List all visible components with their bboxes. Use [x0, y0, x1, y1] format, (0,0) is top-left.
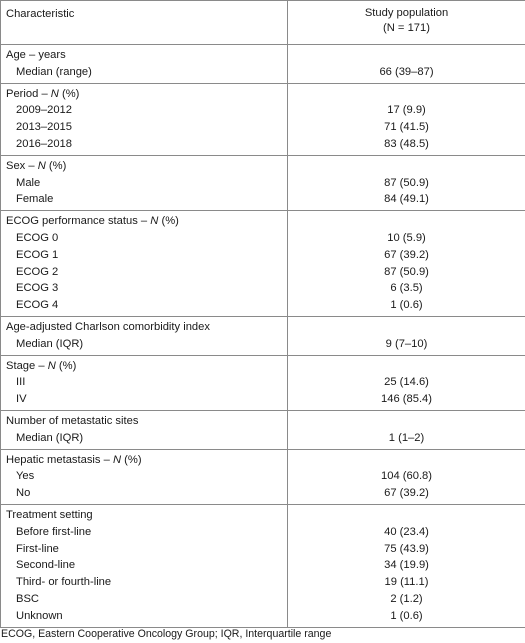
group-title-text: Age – years [6, 49, 66, 61]
group-header-row [1, 211, 525, 230]
row-value: 1 (0.6) [288, 297, 525, 316]
row-label: III [1, 374, 288, 391]
table-row [1, 64, 525, 83]
table-row [1, 391, 525, 410]
group-title-text: Age-adjusted Charlson comorbidity index [6, 320, 210, 333]
row-value: 17 (9.9) [288, 102, 525, 119]
row-label: 2013–2015 [1, 119, 288, 136]
row-label: ECOG 4 [1, 297, 288, 316]
table-body [1, 45, 525, 628]
group-title-suffix: (%) [55, 359, 77, 372]
table-row [1, 280, 525, 297]
group-value-empty [288, 355, 525, 374]
row-label: Male [1, 175, 288, 192]
row-value: 75 (43.9) [288, 541, 525, 558]
table-row [1, 608, 525, 627]
table-row [1, 119, 525, 136]
group-title-italic: N [112, 453, 122, 466]
group-value-empty [288, 504, 525, 523]
group-title [1, 316, 288, 335]
table-row [1, 430, 525, 449]
group-title [1, 45, 288, 64]
group-title-italic: N [47, 359, 56, 372]
table-row [1, 136, 525, 155]
characteristic-header: Characteristic [1, 1, 288, 45]
row-value: 9 (7–10) [288, 336, 525, 355]
table-row [1, 541, 525, 558]
row-label: No [1, 485, 288, 504]
row-label: BSC [1, 591, 288, 608]
row-label: ECOG 3 [1, 280, 288, 297]
group-title-italic: N [37, 159, 46, 172]
row-value: 1 (1–2) [288, 430, 525, 449]
group-value-empty [288, 211, 525, 230]
row-value: 71 (41.5) [288, 119, 525, 136]
row-label: ECOG 2 [1, 264, 288, 281]
group-title-text: Number of metastatic sites [6, 414, 139, 427]
table-row [1, 336, 525, 355]
row-value: 146 (85.4) [288, 391, 525, 410]
row-label: Median (IQR) [1, 336, 288, 355]
row-label: Before first-line [1, 524, 288, 541]
table-row [1, 591, 525, 608]
row-label: Unknown [1, 608, 288, 627]
group-value-empty [288, 83, 525, 102]
table-row [1, 264, 525, 281]
group-title [1, 355, 288, 374]
group-header-row [1, 355, 525, 374]
group-value-empty [288, 45, 525, 64]
group-header-row [1, 45, 525, 64]
row-label: 2009–2012 [1, 102, 288, 119]
group-header-row [1, 410, 525, 429]
table-row [1, 524, 525, 541]
table-row [1, 230, 525, 247]
group-header-row [1, 504, 525, 523]
group-title [1, 504, 288, 523]
group-title-suffix: (%) [58, 87, 80, 100]
row-value: 83 (48.5) [288, 136, 525, 155]
table-row [1, 191, 525, 210]
group-header-row [1, 449, 525, 468]
group-title-text: Hepatic metastasis – [6, 453, 113, 466]
row-label: Third- or fourth-line [1, 574, 288, 591]
group-title-suffix: (%) [45, 159, 67, 172]
row-label: IV [1, 391, 288, 410]
row-label: ECOG 1 [1, 247, 288, 264]
row-value: 87 (50.9) [288, 264, 525, 281]
group-title [1, 211, 288, 230]
group-title [1, 449, 288, 468]
row-value: 84 (49.1) [288, 191, 525, 210]
row-label: ECOG 0 [1, 230, 288, 247]
row-label: Second-line [1, 557, 288, 574]
row-value: 1 (0.6) [288, 608, 525, 627]
group-title [1, 410, 288, 429]
table-row [1, 557, 525, 574]
row-value: 104 (60.8) [288, 468, 525, 485]
group-title [1, 83, 288, 102]
table-row [1, 574, 525, 591]
group-title-text: ECOG performance status – [6, 215, 151, 228]
row-label: Female [1, 191, 288, 210]
row-value: 67 (39.2) [288, 247, 525, 264]
group-title-text: Treatment setting [6, 508, 93, 521]
group-value-empty [288, 410, 525, 429]
row-label: Yes [1, 468, 288, 485]
study-population-header [288, 1, 525, 45]
group-title-text: Sex – [6, 159, 38, 172]
table-row [1, 297, 525, 316]
table-row [1, 374, 525, 391]
row-value: 40 (23.4) [288, 524, 525, 541]
table-header [1, 1, 525, 45]
row-value: 66 (39–87) [288, 64, 525, 83]
row-label: Median (range) [1, 64, 288, 83]
group-header-row [1, 316, 525, 335]
row-value: 87 (50.9) [288, 175, 525, 192]
row-value: 67 (39.2) [288, 485, 525, 504]
population-n: (N = 171) [383, 22, 430, 34]
group-title-italic: N [150, 215, 159, 228]
group-title-suffix: (%) [158, 215, 179, 228]
table-row [1, 247, 525, 264]
table-row [1, 175, 525, 192]
row-value: 34 (19.9) [288, 557, 525, 574]
row-label: 2016–2018 [1, 136, 288, 155]
group-value-empty [288, 155, 525, 174]
group-value-empty [288, 316, 525, 335]
group-title [1, 155, 288, 174]
row-value: 6 (3.5) [288, 280, 525, 297]
group-value-empty [288, 449, 525, 468]
group-title-suffix: (%) [121, 453, 142, 466]
group-title-text: Period – [6, 87, 51, 100]
table-footnote: ECOG, Eastern Cooperative Oncology Group; IQR, Interquartile range [1, 628, 332, 640]
group-header-row [1, 155, 525, 174]
table-row [1, 485, 525, 504]
row-value: 2 (1.2) [288, 591, 525, 608]
group-title-italic: N [50, 87, 59, 100]
row-label: First-line [1, 541, 288, 558]
row-value: 19 (11.1) [288, 574, 525, 591]
row-label: Median (IQR) [1, 430, 288, 449]
row-value: 10 (5.9) [288, 230, 525, 247]
row-value: 25 (14.6) [288, 374, 525, 391]
group-header-row [1, 83, 525, 102]
table-row [1, 468, 525, 485]
table-row [1, 102, 525, 119]
population-label: Study population [364, 7, 449, 19]
group-title-text: Stage – [6, 359, 48, 372]
